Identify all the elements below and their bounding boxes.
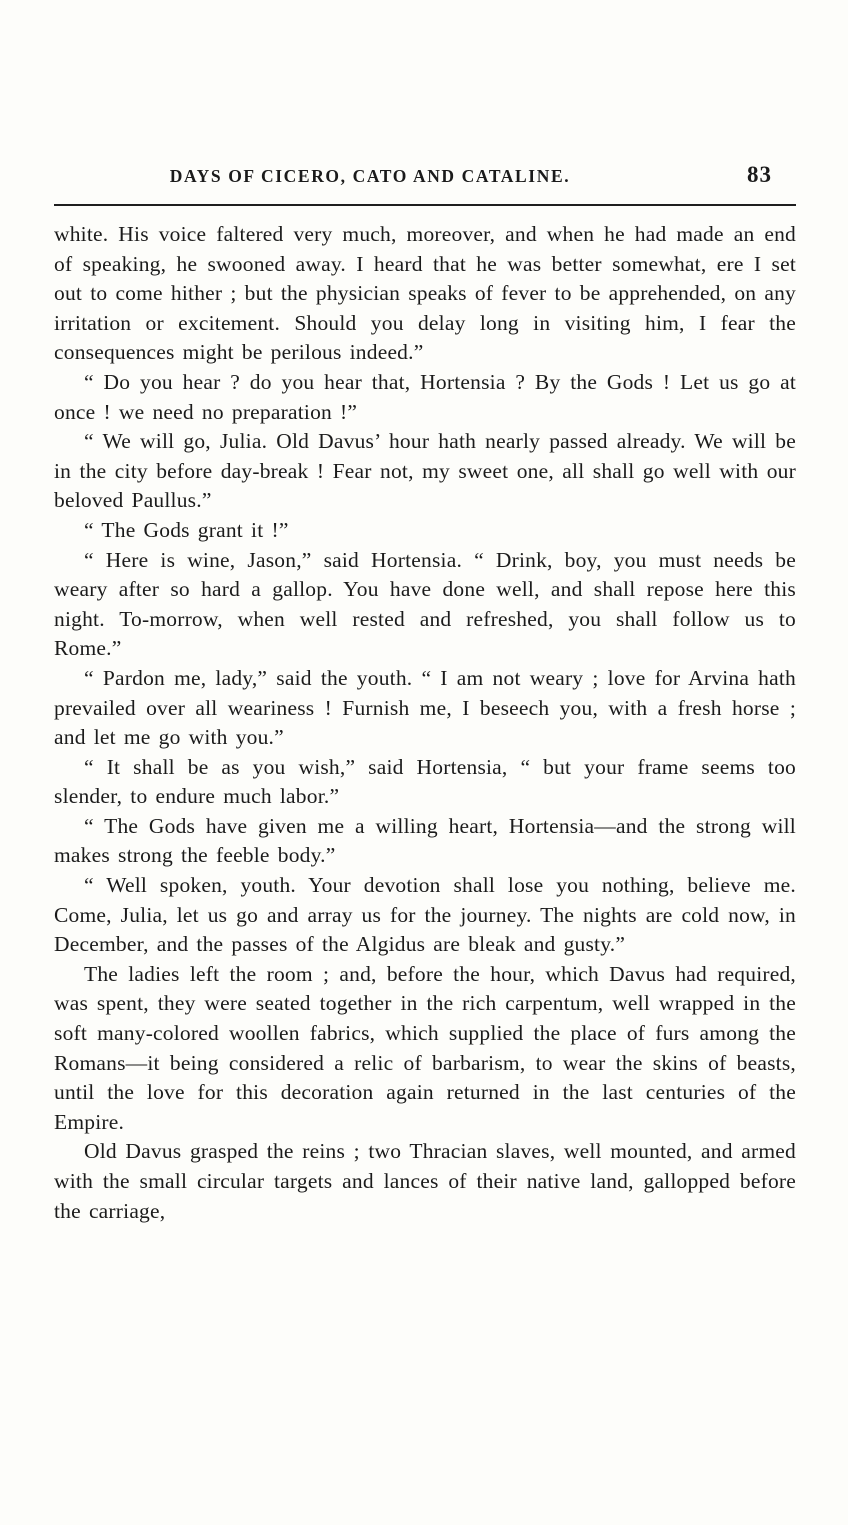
- paragraph: “ The Gods have given me a willing heart, Hortensia—and the strong will makes strong the feeble body.”: [54, 813, 796, 868]
- page-header: [54, 162, 796, 198]
- paragraph: Old Davus grasped the reins ; two Thracian slaves, well mounted, and armed with the small circular targets and lances of their native land, gallopped before the carriage,: [54, 1139, 796, 1223]
- page-number: 83: [747, 162, 772, 187]
- paragraph: “ Well spoken, youth. Your devotion shall lose you nothing, believe me. Come, Julia, let us go and array us for the journey. The nights are cold now, in December, and the passes of the Algidus are bleak and gusty.”: [54, 873, 796, 957]
- page-body: [54, 220, 796, 1226]
- paragraph: “ We will go, Julia. Old Davus’ hour hath nearly passed already. We will be in the city before day-break ! Fear not, my sweet one, all shall go well with our beloved Paullus.”: [54, 429, 796, 513]
- paragraph: “ Pardon me, lady,” said the youth. “ I am not weary ; love for Arvina hath prevailed over all weariness ! Furnish me, I beseech you, with a fresh horse ; and let me go with you.”: [54, 665, 796, 750]
- paragraph: white. His voice faltered very much, moreover, and when he had made an end of speaking, he swooned away. I heard that he was better somewhat, ere I set out to come hither ; but the physician speaks of fever to be apprehended, on any irritation or excitement. Should you delay long in visiting him, I fear the consequences might be perilous indeed.”: [54, 222, 796, 365]
- paragraph: “ It shall be as you wish,” said Hortensia, “ but your frame seems too slender, to endure much labor.”: [54, 754, 796, 809]
- paragraph: The ladies left the room ; and, before the hour, which Davus had required, was spent, they were seated together in the rich carpentum, well wrapped in the soft many-colored woollen fabrics, which supplied the place of furs among the Romans—it being considered a relic of barbarism, to wear the skins of beasts, until the love for this decoration again returned in the last centuries of the Empire.: [54, 961, 796, 1134]
- paragraph: “ Here is wine, Jason,” said Hortensia. “ Drink, boy, you must needs be weary after so hard a gallop. You have done well, and shall repose here this night. To-morrow, when well rested and refreshed, you shall follow us to Rome.”: [54, 547, 796, 661]
- paragraph: “ Do you hear ? do you hear that, Hortensia ? By the Gods ! Let us go at once ! we need no preparation !”: [54, 369, 796, 424]
- running-title: DAYS OF CICERO, CATO AND CATALINE.: [169, 166, 571, 186]
- header-rule: [54, 204, 796, 206]
- paragraph: “ The Gods grant it !”: [84, 517, 289, 542]
